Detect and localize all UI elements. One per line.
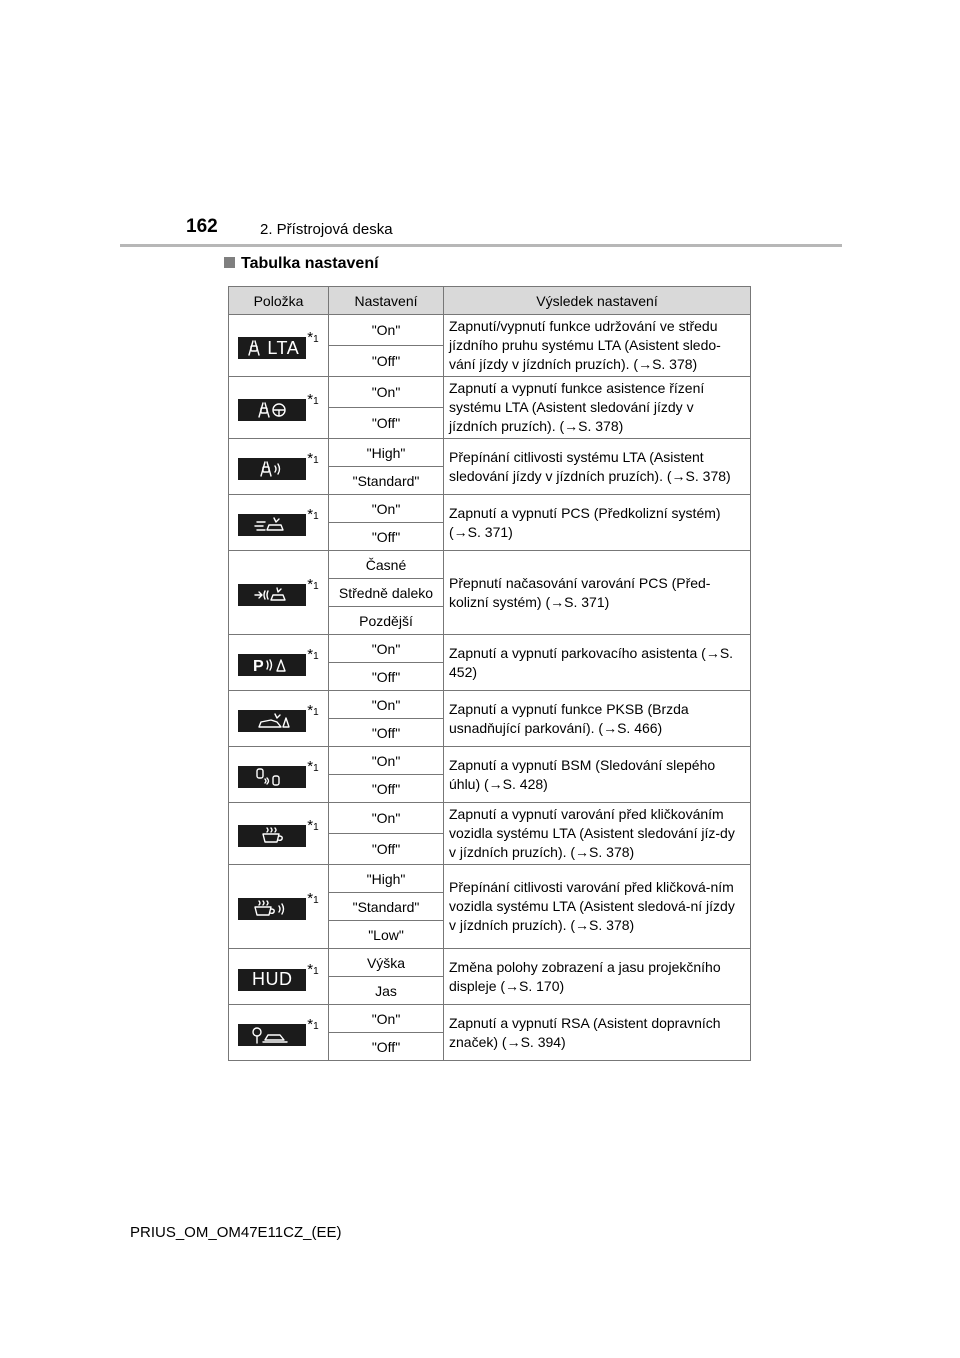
- footnote-star: *: [307, 817, 314, 834]
- footnote-number: 1: [313, 1021, 319, 1032]
- setting-value: "On": [329, 495, 444, 523]
- settings-table: [228, 286, 751, 1061]
- footnote-star: *: [307, 576, 314, 593]
- result-description: Zapnutí a vypnutí BSM (Sledování slepého úhlu) (→S. 428): [444, 747, 751, 803]
- result-description: Přepínání citlivosti varování před kličková-ním vozidla systému LTA (Asistent sledová-ní jízdy v jízdních pruzích). (→S. 378): [444, 865, 751, 949]
- table-row: [229, 691, 751, 719]
- footnote-star: *: [307, 450, 314, 467]
- item-icon-group: [238, 393, 318, 421]
- setting-value: "High": [329, 865, 444, 893]
- sway-warning-icon: [238, 825, 306, 847]
- result-description: Zapnutí a vypnutí funkce asistence řízení systému LTA (Asistent sledování jízdy v jízdních pruzích). (→S. 378): [444, 377, 751, 439]
- footnote-star: *: [307, 890, 314, 907]
- item-cell: [229, 1005, 329, 1061]
- setting-value: "Off": [329, 1033, 444, 1061]
- footnote-number: 1: [313, 455, 319, 466]
- footnote-star: *: [307, 646, 314, 663]
- pcs-timing-icon: [238, 584, 306, 606]
- item-icon-group: [238, 960, 319, 991]
- item-cell: [229, 439, 329, 495]
- setting-value: "On": [329, 635, 444, 663]
- svg-text:P: P: [253, 658, 264, 674]
- footnote-number: 1: [313, 965, 319, 977]
- footnote-number: 1: [313, 895, 319, 906]
- table-row: [229, 315, 751, 346]
- footnote-marker: [307, 892, 318, 908]
- result-description: Změna polohy zobrazení a jasu projekčního displeje (→S. 170): [444, 949, 751, 1005]
- item-cell: [229, 551, 329, 635]
- header-result: Výsledek nastavení: [444, 287, 751, 315]
- item-icon-group: [238, 331, 318, 359]
- lta-icon: [238, 337, 306, 359]
- item-icon-group: [238, 508, 318, 536]
- setting-value: "High": [329, 439, 444, 467]
- item-cell: [229, 949, 329, 1005]
- footnote-star: *: [307, 506, 314, 523]
- footnote-marker: [307, 1018, 318, 1034]
- item-icon-group: [238, 819, 318, 847]
- section-marker-icon: [224, 257, 235, 268]
- table-body: [229, 315, 751, 1061]
- footnote-star: *: [307, 1016, 314, 1033]
- lta-steering-assist-icon: [238, 399, 306, 421]
- setting-value: Středně daleko: [329, 579, 444, 607]
- item-cell: [229, 747, 329, 803]
- setting-value: "On": [329, 803, 444, 834]
- table-row: [229, 747, 751, 775]
- lta-sensitivity-icon: [238, 458, 306, 480]
- item-cell: [229, 691, 329, 747]
- table-row: [229, 439, 751, 467]
- footnote-marker: [307, 393, 318, 409]
- item-icon-group: [238, 578, 318, 606]
- footnote-number: 1: [313, 511, 319, 522]
- item-icon-group: [238, 704, 318, 732]
- table-row: [229, 377, 751, 408]
- setting-value: "Off": [329, 719, 444, 747]
- icon-label: HUD: [252, 969, 293, 989]
- footnote-number: 1: [313, 763, 319, 774]
- setting-value: "On": [329, 1005, 444, 1033]
- footnote-marker: [307, 819, 318, 835]
- header-setting: Nastavení: [329, 287, 444, 315]
- footnote-star: *: [307, 329, 314, 346]
- result-description: Zapnutí/vypnutí funkce udržování ve středu jízdního pruhu systému LTA (Asistent sledo-vání jízdy v jízdních pruzích). (→S. 378): [444, 315, 751, 377]
- rsa-icon: [238, 1024, 306, 1046]
- item-cell: [229, 803, 329, 865]
- item-cell: [229, 635, 329, 691]
- result-description: Zapnutí a vypnutí parkovacího asistenta (→S. 452): [444, 635, 751, 691]
- setting-value: "Low": [329, 921, 444, 949]
- result-description: Zapnutí a vypnutí funkce PKSB (Brzda usnadňující parkování). (→S. 466): [444, 691, 751, 747]
- table-row: [229, 949, 751, 977]
- table-row: [229, 865, 751, 893]
- table-row: [229, 635, 751, 663]
- sway-sensitivity-icon: [238, 898, 306, 920]
- footnote-star: *: [307, 702, 314, 719]
- setting-value: "On": [329, 747, 444, 775]
- item-icon-group: [238, 1018, 318, 1046]
- footnote-marker: [307, 648, 318, 664]
- chapter-title: 2. Přístrojová deska: [260, 221, 393, 238]
- table-header-row: [229, 287, 751, 315]
- footnote-marker: [307, 452, 318, 468]
- item-icon-group: [238, 452, 318, 480]
- setting-value: "On": [329, 691, 444, 719]
- footnote-marker: [307, 704, 318, 720]
- result-description: Zapnutí a vypnutí RSA (Asistent dopravních značek) (→S. 394): [444, 1005, 751, 1061]
- footnote-marker: [307, 760, 318, 776]
- footnote-star: *: [307, 758, 314, 775]
- setting-value: "On": [329, 377, 444, 408]
- hud-icon: [238, 969, 306, 991]
- setting-value: Pozdější: [329, 607, 444, 635]
- result-description: Přepnutí načasování varování PCS (Před-kolizní systém) (→S. 371): [444, 551, 751, 635]
- page-number: 162: [186, 216, 218, 237]
- setting-value: Výška: [329, 949, 444, 977]
- header-divider: [120, 244, 842, 247]
- setting-value: "On": [329, 315, 444, 346]
- section-title-text: Tabulka nastavení: [241, 255, 379, 272]
- result-description: Zapnutí a vypnutí varování před kličkováním vozidla systému LTA (Asistent sledování jíz-dy v jízdních pruzích). (→S. 378): [444, 803, 751, 865]
- setting-value: Jas: [329, 977, 444, 1005]
- footnote-marker: [307, 331, 318, 347]
- footnote-number: 1: [313, 396, 319, 407]
- footnote-number: 1: [313, 707, 319, 718]
- table-row: [229, 803, 751, 834]
- result-description: Zapnutí a vypnutí PCS (Předkolizní systém) (→S. 371): [444, 495, 751, 551]
- pksb-icon: [238, 710, 306, 732]
- footnote-star: *: [307, 391, 314, 408]
- footer-code: PRIUS_OM_OM47E11CZ_(EE): [130, 1224, 342, 1241]
- table-row: [229, 495, 751, 523]
- footnote-marker: [307, 960, 319, 979]
- item-icon-group: [238, 892, 318, 920]
- table-row: [229, 1005, 751, 1033]
- setting-value: Časné: [329, 551, 444, 579]
- footnote-number: 1: [313, 822, 319, 833]
- footnote-marker: [307, 578, 318, 594]
- item-cell: [229, 495, 329, 551]
- setting-value: "Standard": [329, 467, 444, 495]
- item-cell: [229, 315, 329, 377]
- setting-value: "Off": [329, 523, 444, 551]
- bsm-icon: [238, 766, 306, 788]
- footnote-marker: [307, 508, 318, 524]
- setting-value: "Off": [329, 663, 444, 691]
- pcs-icon: [238, 514, 306, 536]
- icon-label: LTA: [267, 337, 300, 358]
- table-row: [229, 551, 751, 579]
- header-item: Položka: [229, 287, 329, 315]
- item-cell: [229, 865, 329, 949]
- section-heading: [224, 255, 379, 273]
- footnote-star: *: [307, 960, 314, 978]
- footnote-number: 1: [313, 334, 319, 345]
- setting-value: "Off": [329, 834, 444, 865]
- setting-value: "Off": [329, 408, 444, 439]
- result-description: Přepínání citlivosti systému LTA (Asistent sledování jízdy v jízdních pruzích). (→S. 378): [444, 439, 751, 495]
- setting-value: "Off": [329, 775, 444, 803]
- footnote-number: 1: [313, 581, 319, 592]
- item-icon-group: [238, 648, 318, 676]
- setting-value: "Off": [329, 346, 444, 377]
- item-icon-group: [238, 760, 318, 788]
- setting-value: "Standard": [329, 893, 444, 921]
- item-cell: [229, 377, 329, 439]
- parking-assist-icon: [238, 654, 306, 676]
- footnote-number: 1: [313, 651, 319, 662]
